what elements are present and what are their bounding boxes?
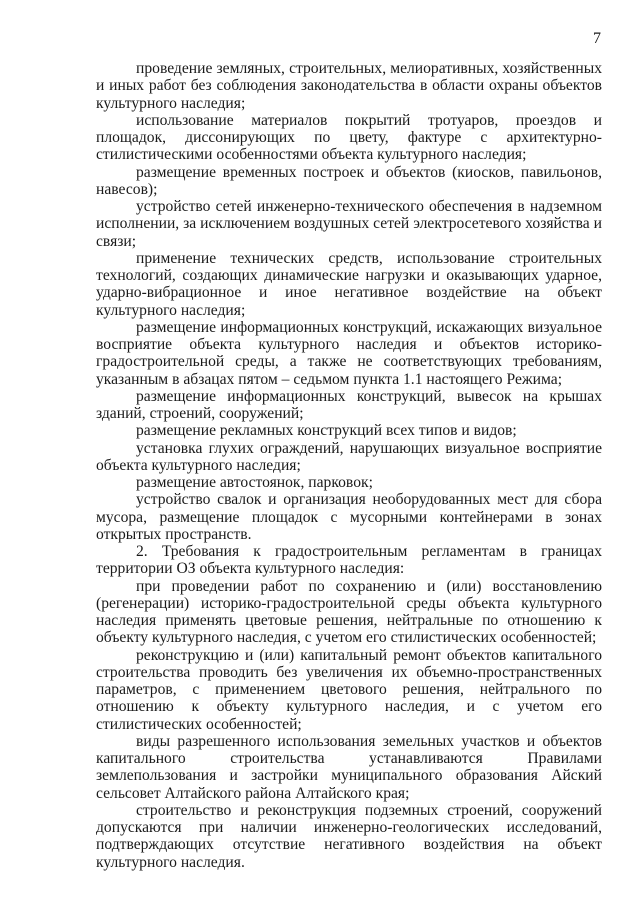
- paragraph-14: реконструкцию и (или) капитальный ремонт объектов капитального строительства проводить без увеличения их объемно-пространственных параметров, с применением цветового решения, нейтрального по отношению к объекту культурного наследия, и с учетом его стилистических особенностей;: [96, 646, 602, 733]
- paragraph-5: применение технических средств, использование строительных технологий, создающих динамические нагрузки и оказывающих ударное, ударно-вибрационное и иное негативное воздействие на объект культурного наследия;: [96, 249, 602, 319]
- paragraph-13: при проведении работ по сохранению и (или) восстановлению (регенерации) историко-градостроительной среды объекта культурного наследия применять цветовые решения, нейтральные по отношению к объекту культурного наследия, с учетом его стилистических особенностей;: [96, 577, 602, 647]
- paragraph-8: размещение рекламных конструкций всех типов и видов;: [136, 422, 517, 440]
- paragraph-16: строительство и реконструкция подземных строений, сооружений допускаются при наличии инженерно-геологических исследований, подтверждающих отсутствие негативного воздействия на объект культурного наследия.: [96, 801, 602, 871]
- paragraph-9: установка глухих ограждений, нарушающих визуальное восприятие объекта культурного наследия;: [96, 439, 602, 474]
- document-body: [96, 60, 602, 871]
- section-2-heading-paragraph: 2. Требования к градостроительным регламентам в границах территории ОЗ объекта культурного наследия:: [96, 543, 602, 578]
- page-number: 7: [593, 30, 601, 47]
- paragraph-15: виды разрешенного использования земельных участков и объектов капитального строительства устанавливаются Правилами землепользования и застройки муниципального образования Айский сельсовет Алтайского района Алтайского края;: [96, 732, 602, 802]
- paragraph-2: использование материалов покрытий тротуаров, проездов и площадок, диссонирующих по цвету, фактуре с архитектурно-стилистическими особенностями объекта культурного наследия;: [96, 111, 602, 164]
- paragraph-7: размещение информационных конструкций, вывесок на крышах зданий, строений, сооружений;: [96, 387, 602, 422]
- paragraph-11: устройство свалок и организация необорудованных мест для сбора мусора, размещение площадок с мусорными контейнерами в зонах открытых пространств.: [96, 491, 602, 543]
- paragraph-1: проведение земляных, строительных, мелиоративных, хозяйственных и иных работ без соблюдения законодательства в области охраны объектов культурного наследия;: [96, 60, 602, 112]
- paragraph-3: размещение временных построек и объектов (киосков, павильонов, навесов);: [96, 163, 602, 198]
- paragraph-6: размещение информационных конструкций, искажающих визуальное восприятие объекта культурного наследия и объектов историко-градостроительной среды, а также не соответствующих требованиям, указанным в абзацах пятом – седьмом пункта 1.1 настоящего Режима;: [96, 318, 602, 388]
- paragraph-10: размещение автостоянок, парковок;: [136, 474, 373, 491]
- paragraph-4: устройство сетей инженерно-технического обеспечения в надземном исполнении, за исключением воздушных сетей электросетевого хозяйства и связи;: [96, 198, 602, 250]
